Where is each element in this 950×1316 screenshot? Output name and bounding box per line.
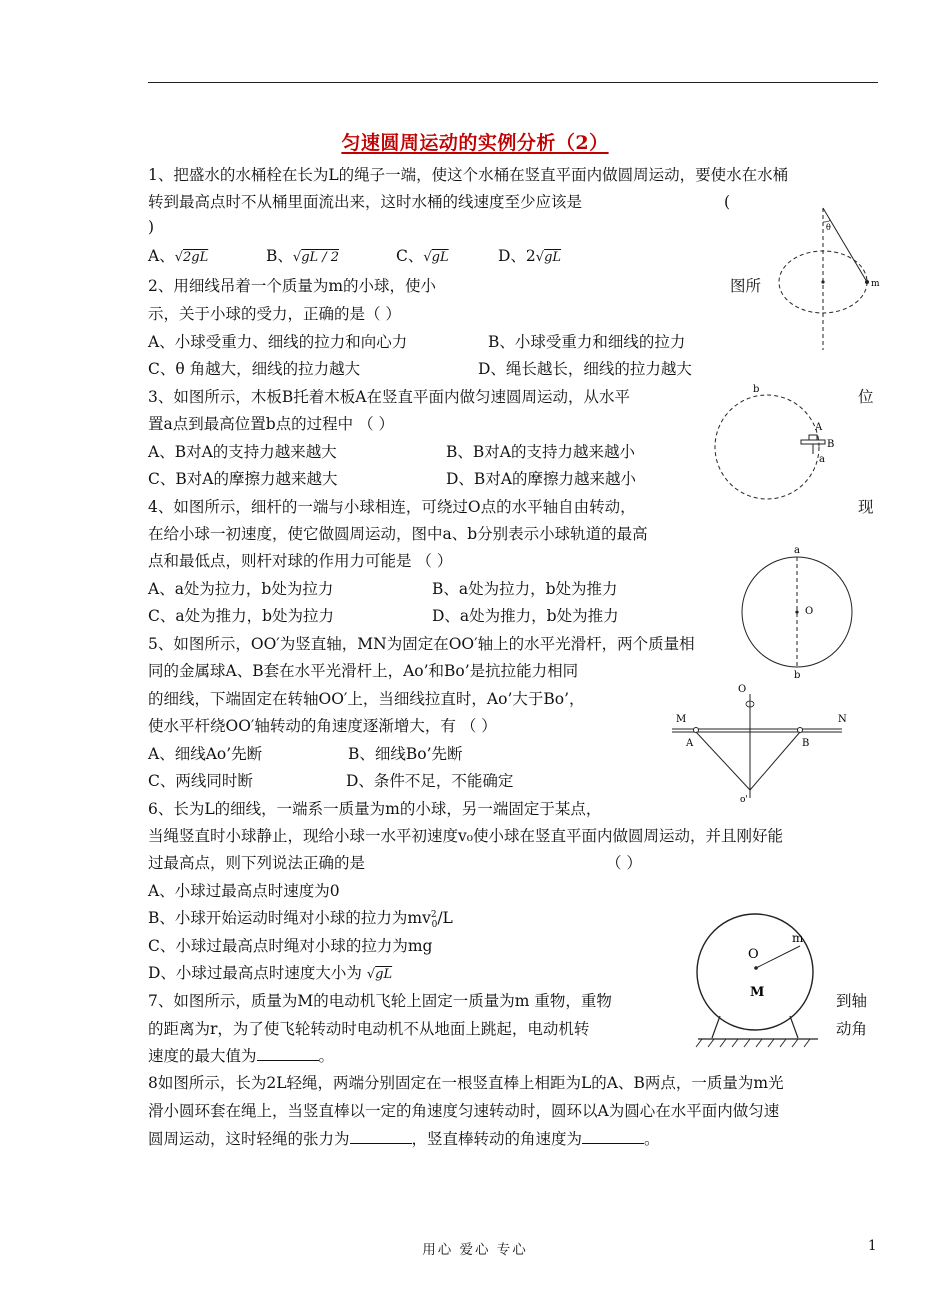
figure-board-circle (705, 380, 835, 500)
q3-option-c: C、B对A的摩擦力越来越大 (148, 470, 338, 488)
q3-line-1: 3、如图所示，木板B托着木板A在竖直平面内做匀速圆周运动，从水平 (148, 388, 630, 406)
q5-line-2: 同的金属球A、B套在水平光滑杆上，Ao’和Bo’是抗拉能力相同 (148, 662, 579, 680)
q1-option-b: B、√gL / 2 (266, 247, 340, 265)
label-o-prime: o' (740, 795, 748, 805)
q7-line-1-right: 到轴 (836, 992, 868, 1010)
q6-line-2: 当绳竖直时小球静止，现给小球一水平初速度v₀使小球在竖直平面内做圆周运动，并且刚好能 (148, 827, 783, 845)
page-number: 1 (868, 1238, 877, 1254)
q7-line-2-right: 动角 (836, 1020, 868, 1038)
q2-line-1: 2、用细线吊着一个质量为m的小球，使小 (148, 277, 437, 295)
label-A: A (815, 422, 823, 433)
label-O: O (738, 684, 747, 695)
q6-option-b: B、小球开始运动时绳对小球的拉力为$mv^2_0/L$ (148, 909, 453, 930)
q8-line-1: 8如图所示，长为2L轻绳，两端分别固定在一根竖直棒上相距为L的A、B两点，一质量为m光 (148, 1074, 784, 1092)
q6-option-c: C、小球过最高点时绳对小球的拉力为mg (148, 937, 433, 955)
q1-paren-open: ( (724, 193, 731, 211)
q3-option-a: A、B对A的支持力越来越大 (148, 443, 337, 461)
q4-line-1-right: 现 (858, 498, 874, 516)
label-a: a (794, 545, 800, 556)
q1-line-2: 转到最高点时不从桶里面流出来，这时水桶的线速度至少应该是 (148, 193, 583, 211)
q5-line-1: 5、如图所示，OO′为竖直轴，MN为固定在OO′轴上的水平光滑杆，两个质量相 (148, 635, 695, 653)
q1-line-1: 1、把盛水的水桶栓在长为L的绳子一端，使这个水桶在竖直平面内做圆周运动，要使水在水桶 (148, 166, 789, 184)
q3-line-2: 置a点到最高位置b点的过程中 （ ） (148, 415, 395, 433)
q8-line-2: 滑小圆环套在绳上，当竖直棒以一定的角速度匀速转动时，圆环以A为圆心在水平面内做匀速 (148, 1102, 780, 1120)
q7-line-1: 7、如图所示，质量为M的电动机飞轮上固定一质量为m 重物，重物 (148, 992, 612, 1010)
q4-option-a: A、a处为拉力，b处为拉力 (148, 580, 334, 598)
figure-rod-circle (735, 542, 865, 682)
q3-line-1-right: 位 (858, 388, 874, 406)
page-title: 匀速圆周运动的实例分析（2） (341, 132, 609, 154)
label-M: M (676, 714, 687, 725)
q6-option-d: D、小球过最高点时速度大小为 √gL (148, 964, 393, 982)
figure-conical-pendulum (775, 200, 885, 360)
q2-option-d: D、绳长越长，细线的拉力越大 (478, 360, 692, 378)
q5-option-c: C、两线同时断 (148, 772, 253, 790)
q4-option-b: B、a处为拉力，b处为推力 (432, 580, 618, 598)
label-b: b (794, 670, 801, 681)
q3-option-d: D、B对A的摩擦力越来越小 (446, 470, 637, 488)
q4-option-c: C、a处为推力，b处为拉力 (148, 607, 335, 625)
q7-line-3: 速度的最大值为 。 (148, 1047, 335, 1065)
label-M: M (750, 985, 765, 1000)
q2-option-b: B、小球受重力和细线的拉力 (488, 333, 686, 351)
label-b-top: b (753, 384, 760, 395)
q5-line-3: 的细线，下端固定在转轴OO′上，当细线拉直时，Ao’大于Bo’， (148, 690, 585, 708)
q5-option-d: D、条件不足，不能确定 (346, 772, 514, 790)
q1-option-a: A、√2gL (148, 247, 209, 265)
label-A: A (686, 738, 694, 749)
label-B: B (802, 738, 810, 749)
q7-line-2: 的距离为r，为了使飞轮转动时电动机不从地面上跳起，电动机转 (148, 1020, 590, 1038)
q4-line-3: 点和最低点，则杆对球的作用力可能是 （ ） (148, 552, 453, 570)
q2-line-1-right: 图所 (730, 277, 762, 295)
q4-line-1: 4、如图所示，细杆的一端与小球相连，可绕过O点的水平轴自由转动， (148, 498, 636, 516)
label-m: m (792, 931, 804, 945)
q1-option-c: C、√gL (396, 247, 449, 265)
figure-rotating-rod (672, 680, 852, 810)
label-B: B (827, 439, 835, 450)
q1-option-d: D、2√gL (498, 247, 562, 265)
q3-option-b: B、B对A的支持力越来越小 (446, 443, 635, 461)
q5-line-4: 使水平杆绕OO′轴转动的角速度逐渐增大，有 （ ） (148, 717, 497, 735)
q8-tension-blank (350, 1129, 412, 1144)
label-O: O (748, 947, 759, 962)
q6-option-a: A、小球过最高点时速度为0 (148, 882, 340, 900)
label-O: O (805, 606, 814, 617)
q7-answer-blank (257, 1046, 319, 1061)
label-N: N (838, 714, 847, 725)
q5-option-b: B、细线Bo’先断 (348, 745, 463, 763)
q8-line-3: 圆周运动，这时轻绳的张力为 ，竖直棒转动的角速度为 。 (148, 1130, 660, 1148)
page-footer: 用心 爱心 专心 (422, 1242, 528, 1258)
q6-paren: （ ） (606, 854, 642, 872)
q1-paren-close: ) (148, 218, 155, 236)
q4-option-d: D、a处为推力，b处为推力 (432, 607, 619, 625)
q5-option-a: A、细线Ao’先断 (148, 745, 263, 763)
q6-line-1: 6、长为L的细线，一端系一质量为m的小球，另一端固定于某点， (148, 800, 602, 818)
label-a: a (819, 454, 825, 465)
q6-line-3: 过最高点，则下列说法正确的是 (148, 854, 366, 872)
q4-line-2: 在给小球一初速度，使它做圆周运动，图中a、b分别表示小球轨道的最高 (148, 525, 648, 543)
q8-omega-blank (582, 1129, 644, 1144)
q2-line-2: 示，关于小球的受力，正确的是（ ） (148, 305, 401, 323)
q2-option-c: C、θ 角越大，细线的拉力越大 (148, 360, 361, 378)
header-rule (148, 82, 878, 83)
label-m: m (871, 279, 880, 289)
q2-option-a: A、小球受重力、细线的拉力和向心力 (148, 333, 408, 351)
label-theta: θ (826, 223, 831, 232)
figure-motor-flywheel (690, 908, 830, 1053)
